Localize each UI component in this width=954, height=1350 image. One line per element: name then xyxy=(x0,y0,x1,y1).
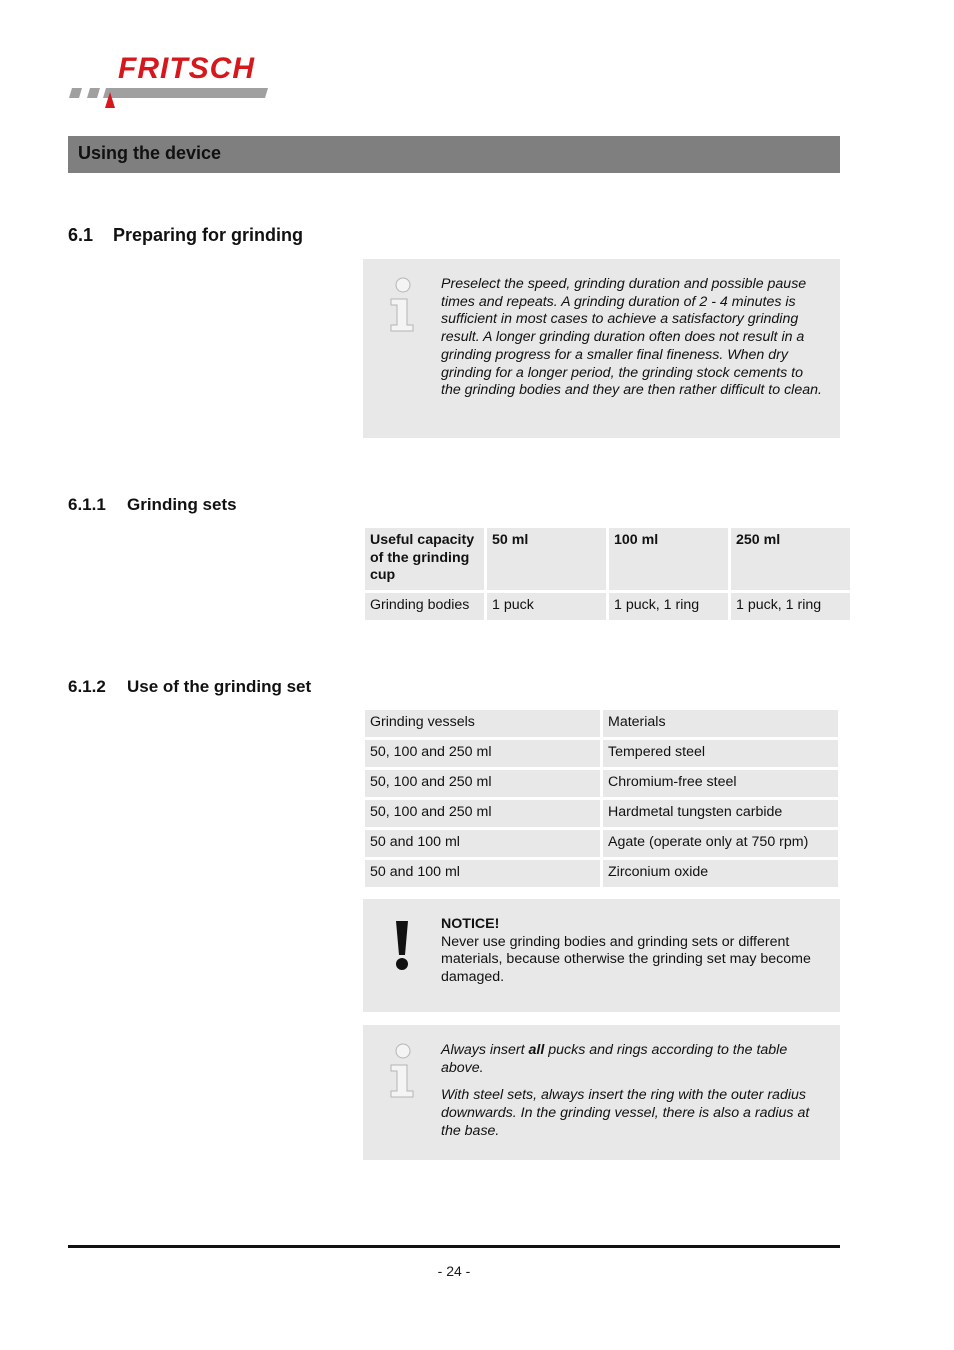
page-number: - 24 - xyxy=(437,1263,471,1279)
info-icon xyxy=(387,1043,419,1099)
info-box-grinding-duration xyxy=(363,259,840,438)
fritsch-logo xyxy=(66,52,286,112)
table-row xyxy=(365,800,838,827)
table-header-cell: 100 ml xyxy=(609,528,728,590)
heading-6-1-1 xyxy=(68,495,237,515)
heading-title: Preparing for grinding xyxy=(113,225,304,245)
heading-6-1-2 xyxy=(68,677,311,697)
notice-box xyxy=(363,899,840,1012)
info-text-part: pucks and rings according to the table above. xyxy=(441,1042,788,1076)
table-cell: 50 and 100 ml xyxy=(365,860,600,887)
table-cell: 50, 100 and 250 ml xyxy=(365,740,600,767)
table-row xyxy=(365,770,838,797)
table-cell: Chromium-free steel xyxy=(603,770,838,797)
notice-title: NOTICE! xyxy=(441,916,500,932)
notice-text: Never use grinding bodies and grinding sets or different materials, because otherwise the grinding set may become damaged. xyxy=(441,933,811,986)
table-cell: 50, 100 and 250 ml xyxy=(365,770,600,797)
table-row xyxy=(365,830,838,857)
grinding-sets-table xyxy=(362,525,853,623)
table-header-cell: 250 ml xyxy=(731,528,850,590)
table-row xyxy=(365,740,838,767)
info-text xyxy=(441,1042,826,1151)
heading-6-1 xyxy=(68,225,303,246)
table-header-cell: Useful capacity of the grinding cup xyxy=(365,528,484,590)
heading-number: 6.1 xyxy=(68,225,94,245)
table-cell: Zirconium oxide xyxy=(603,860,838,887)
info-text-emphasis: all xyxy=(528,1042,545,1058)
info-text-part: Always insert xyxy=(441,1042,529,1058)
table-header-row xyxy=(365,528,850,590)
logo-wordmark: FRITSCH xyxy=(118,52,255,85)
exclamation-icon xyxy=(393,919,411,973)
info-paragraph xyxy=(441,1042,826,1077)
materials-table xyxy=(362,707,841,890)
notice-content xyxy=(441,916,826,987)
table-header-cell: Grinding vessels xyxy=(365,710,600,737)
table-cell: 1 puck, 1 ring xyxy=(609,593,728,620)
footer-divider xyxy=(68,1245,840,1248)
table-cell: Hardmetal tungsten carbide xyxy=(603,800,838,827)
table-cell: Grinding bodies xyxy=(365,593,484,620)
table-cell: Tempered steel xyxy=(603,740,838,767)
heading-number: 6.1.2 xyxy=(68,677,106,696)
table-row xyxy=(365,860,838,887)
heading-title: Use of the grinding set xyxy=(127,677,312,696)
table-row xyxy=(365,593,850,620)
table-header-cell: Materials xyxy=(603,710,838,737)
table-cell: 50 and 100 ml xyxy=(365,830,600,857)
table-cell: 50, 100 and 250 ml xyxy=(365,800,600,827)
section-header-bar xyxy=(68,136,840,173)
info-box-insert-pucks xyxy=(363,1025,840,1160)
table-cell: 1 puck, 1 ring xyxy=(731,593,850,620)
section-title: Using the device xyxy=(78,143,222,163)
table-header-row xyxy=(365,710,838,737)
table-cell: Agate (operate only at 750 rpm) xyxy=(603,830,838,857)
table-header-cell: 50 ml xyxy=(487,528,606,590)
info-text: Preselect the speed, grinding duration and possible pause times and repeats. A grinding duration of 2 - 4 minutes is sufficient in most cases to achieve a satisfactory grinding result. A longer grinding duration often does not result in a grinding progress for a smaller final fineness. When dry grinding for a longer period, the grinding stock cements to the grinding bodies and they are then rather difficult to clean. xyxy=(441,276,822,399)
heading-title: Grinding sets xyxy=(127,495,237,514)
info-icon xyxy=(387,277,419,333)
info-paragraph: With steel sets, always insert the ring with the outer radius downwards. In the grinding vessel, there is also a radius at the base. xyxy=(441,1087,810,1139)
table-cell: 1 puck xyxy=(487,593,606,620)
heading-number: 6.1.1 xyxy=(68,495,106,514)
